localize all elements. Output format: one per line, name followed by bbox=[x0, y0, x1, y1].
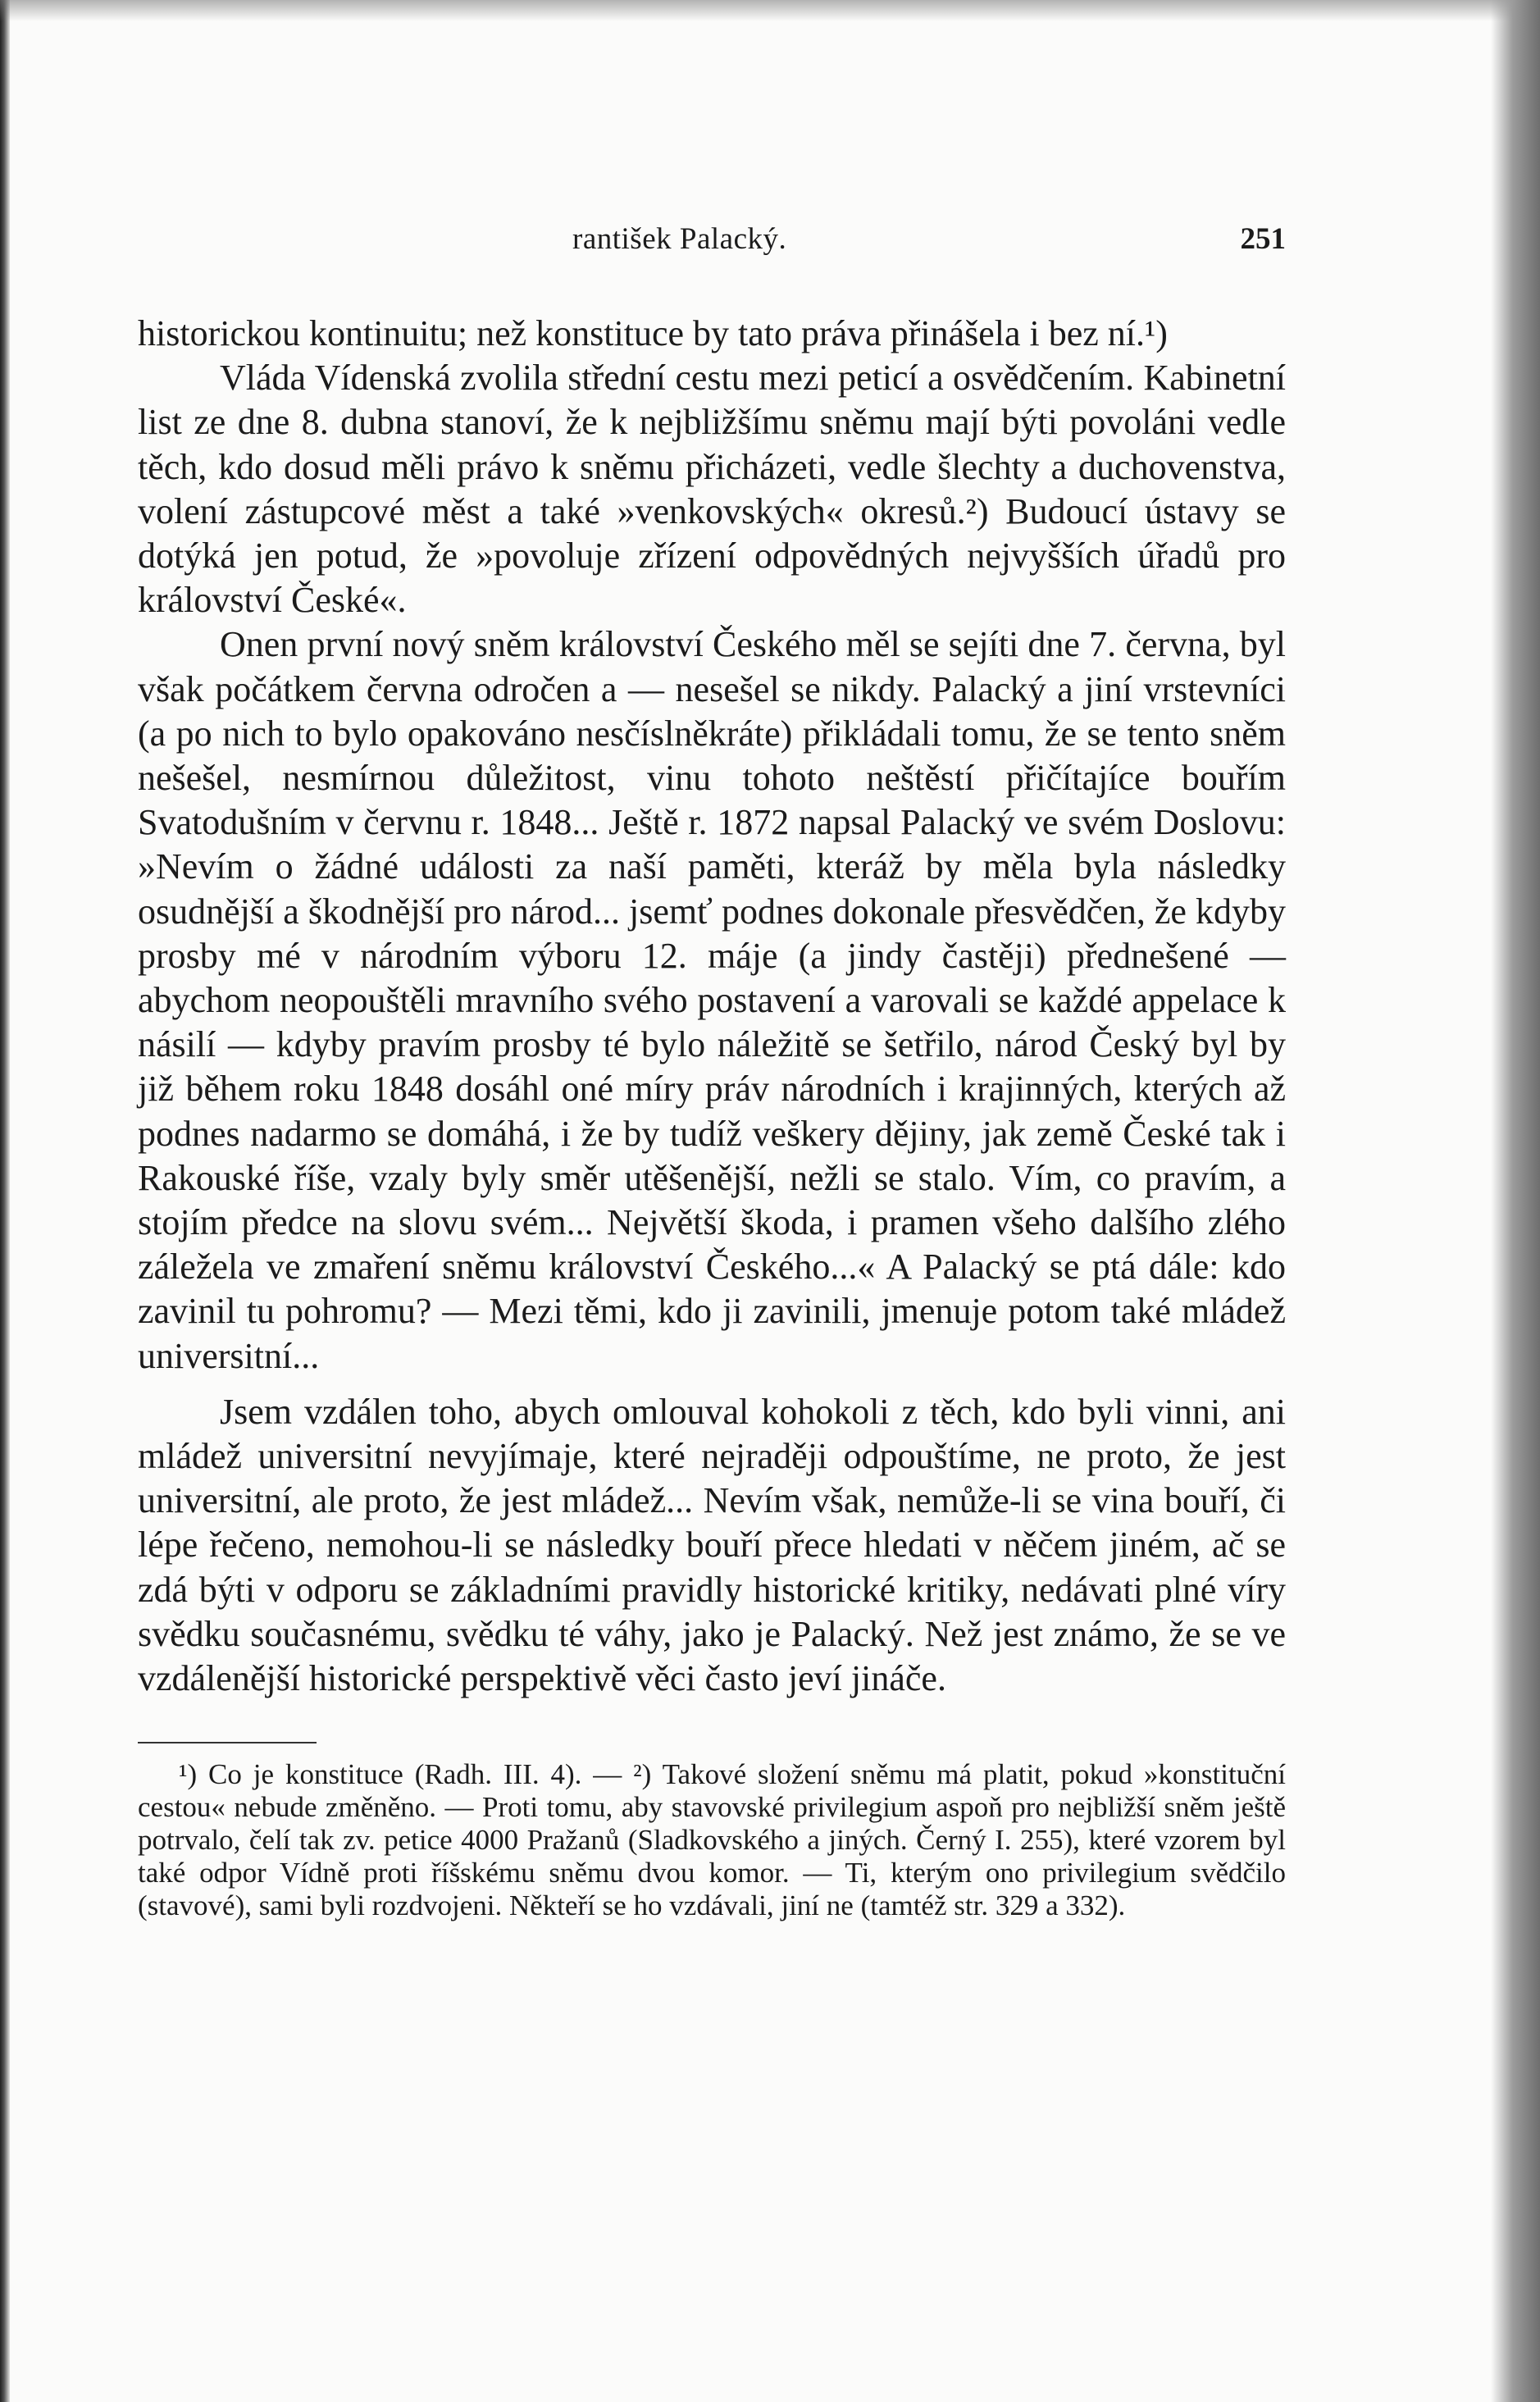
running-head: rantišek Palacký. bbox=[572, 222, 787, 256]
book-page bbox=[138, 221, 1286, 1922]
footnote-text: ¹) Co je konstituce (Radh. III. 4). — ²) Takové složení sněmu má platit, pokud »konstituční cestou« nebude změněno. — Proti tomu, aby stavovské privilegium aspoň pro nejbližší sněm ještě potrvalo, čelí tak zv. petice 4000 Pražanů (Sladkovského a jiných. Černý I. 255), které vzorem byl také odpor Vídně proti říšskému sněmu dvou komor. — Ti, kterým ono privilegium svědčilo (stavové), sami byli rozdvojeni. Někteří se ho vzdávali, jiní ne (tamtéž str. 329 a 332). bbox=[138, 1758, 1286, 1922]
page-number: 251 bbox=[1240, 222, 1286, 256]
scan-edge-top bbox=[0, 0, 1540, 21]
paragraph-2: Vláda Vídenská zvolila střední cestu mezi peticí a osvědčením. Kabinetní list ze dne 8. dubna stanoví, že k nejbližšímu sněmu mají býti povoláni vedle těch, kdo dosud měli právo k sněmu přicházeti, vedle šlechty a duchovenstva, volení zástupcové měst a také »venkovských« okresů.²) Budoucí ústavy se dotýká jen potud, že »povoluje zřízení odpovědných nejvyšších úřadů pro království České«. bbox=[138, 358, 1286, 621]
paragraph-1: historickou kontinuitu; než konstituce by tato práva přinášela i bez ní.¹) bbox=[138, 313, 1168, 353]
scan-edge-left bbox=[0, 0, 10, 2402]
body-text bbox=[138, 312, 1286, 1701]
footnotes bbox=[138, 1758, 1286, 1922]
paragraph-3: Onen první nový sněm království Českého měl se sejíti dne 7. června, byl však počátkem června odročen a — nesešel se nikdy. Palacký a jiní vrstevníci (a po nich to bylo opakováno nesčíslněkráte) přikládali tomu, že se tento sněm nešešel, nesmírnou důležitost, vinu tohoto neštěstí přičítajíce bouřím Svatodušním v červnu r. 1848... Ještě r. 1872 napsal Palacký ve svém Doslovu: »Nevím o žádné události za naší paměti, kteráž by měla byla následky osudnější a škodnější pro národ... jsemť podnes dokonale přesvědčen, že kdyby prosby mé v národním výboru 12. máje (a jindy častěji) přednešené — abychom neopouštěli mravního svého postavení a varovali se každé appelace k násilí — kdyby pravím prosby té bylo náležitě se šetřilo, národ Český byl by již během roku 1848 dosáhl oné míry práv národních i krajinných, kterých až podnes nadarmo se domáhá, i že by tudíž veškery dějiny, jak země České tak i Rakouské říše, vzaly byly směr utěšenější, nežli se stalo. Vím, co pravím, a stojím předce na slovu svém... Největší škoda, i pramen všeho dalšího zlého záležela ve zmaření sněmu království Českého...« A Palacký se ptá dále: kdo zavinil tu pohromu? — Mezi těmi, kdo ji zavinili, jmenuje potom také mládež universitní... bbox=[138, 624, 1286, 1376]
page-header bbox=[138, 221, 1286, 271]
footnote-divider bbox=[138, 1742, 317, 1743]
scan-edge-right bbox=[1491, 0, 1540, 2402]
paragraph-4: Jsem vzdálen toho, abych omlouval kohokoli z těch, kdo byli vinni, ani mládež universitní nevyjímaje, které nejraději odpouštíme, ne proto, že jest universitní, ale proto, že jest mládež... Nevím však, nemůže-li se vina bouří, či lépe řečeno, nemohou-li se následky bouří přece hledati v něčem jiném, ač se zdá býti v odporu se základními pravidly historické kritiky, nedávati plné víry svědku současnému, svědku té váhy, jako je Palacký. Než jest známo, že se ve vzdálenější historické perspektivě věci často jeví jináče. bbox=[138, 1391, 1286, 1699]
